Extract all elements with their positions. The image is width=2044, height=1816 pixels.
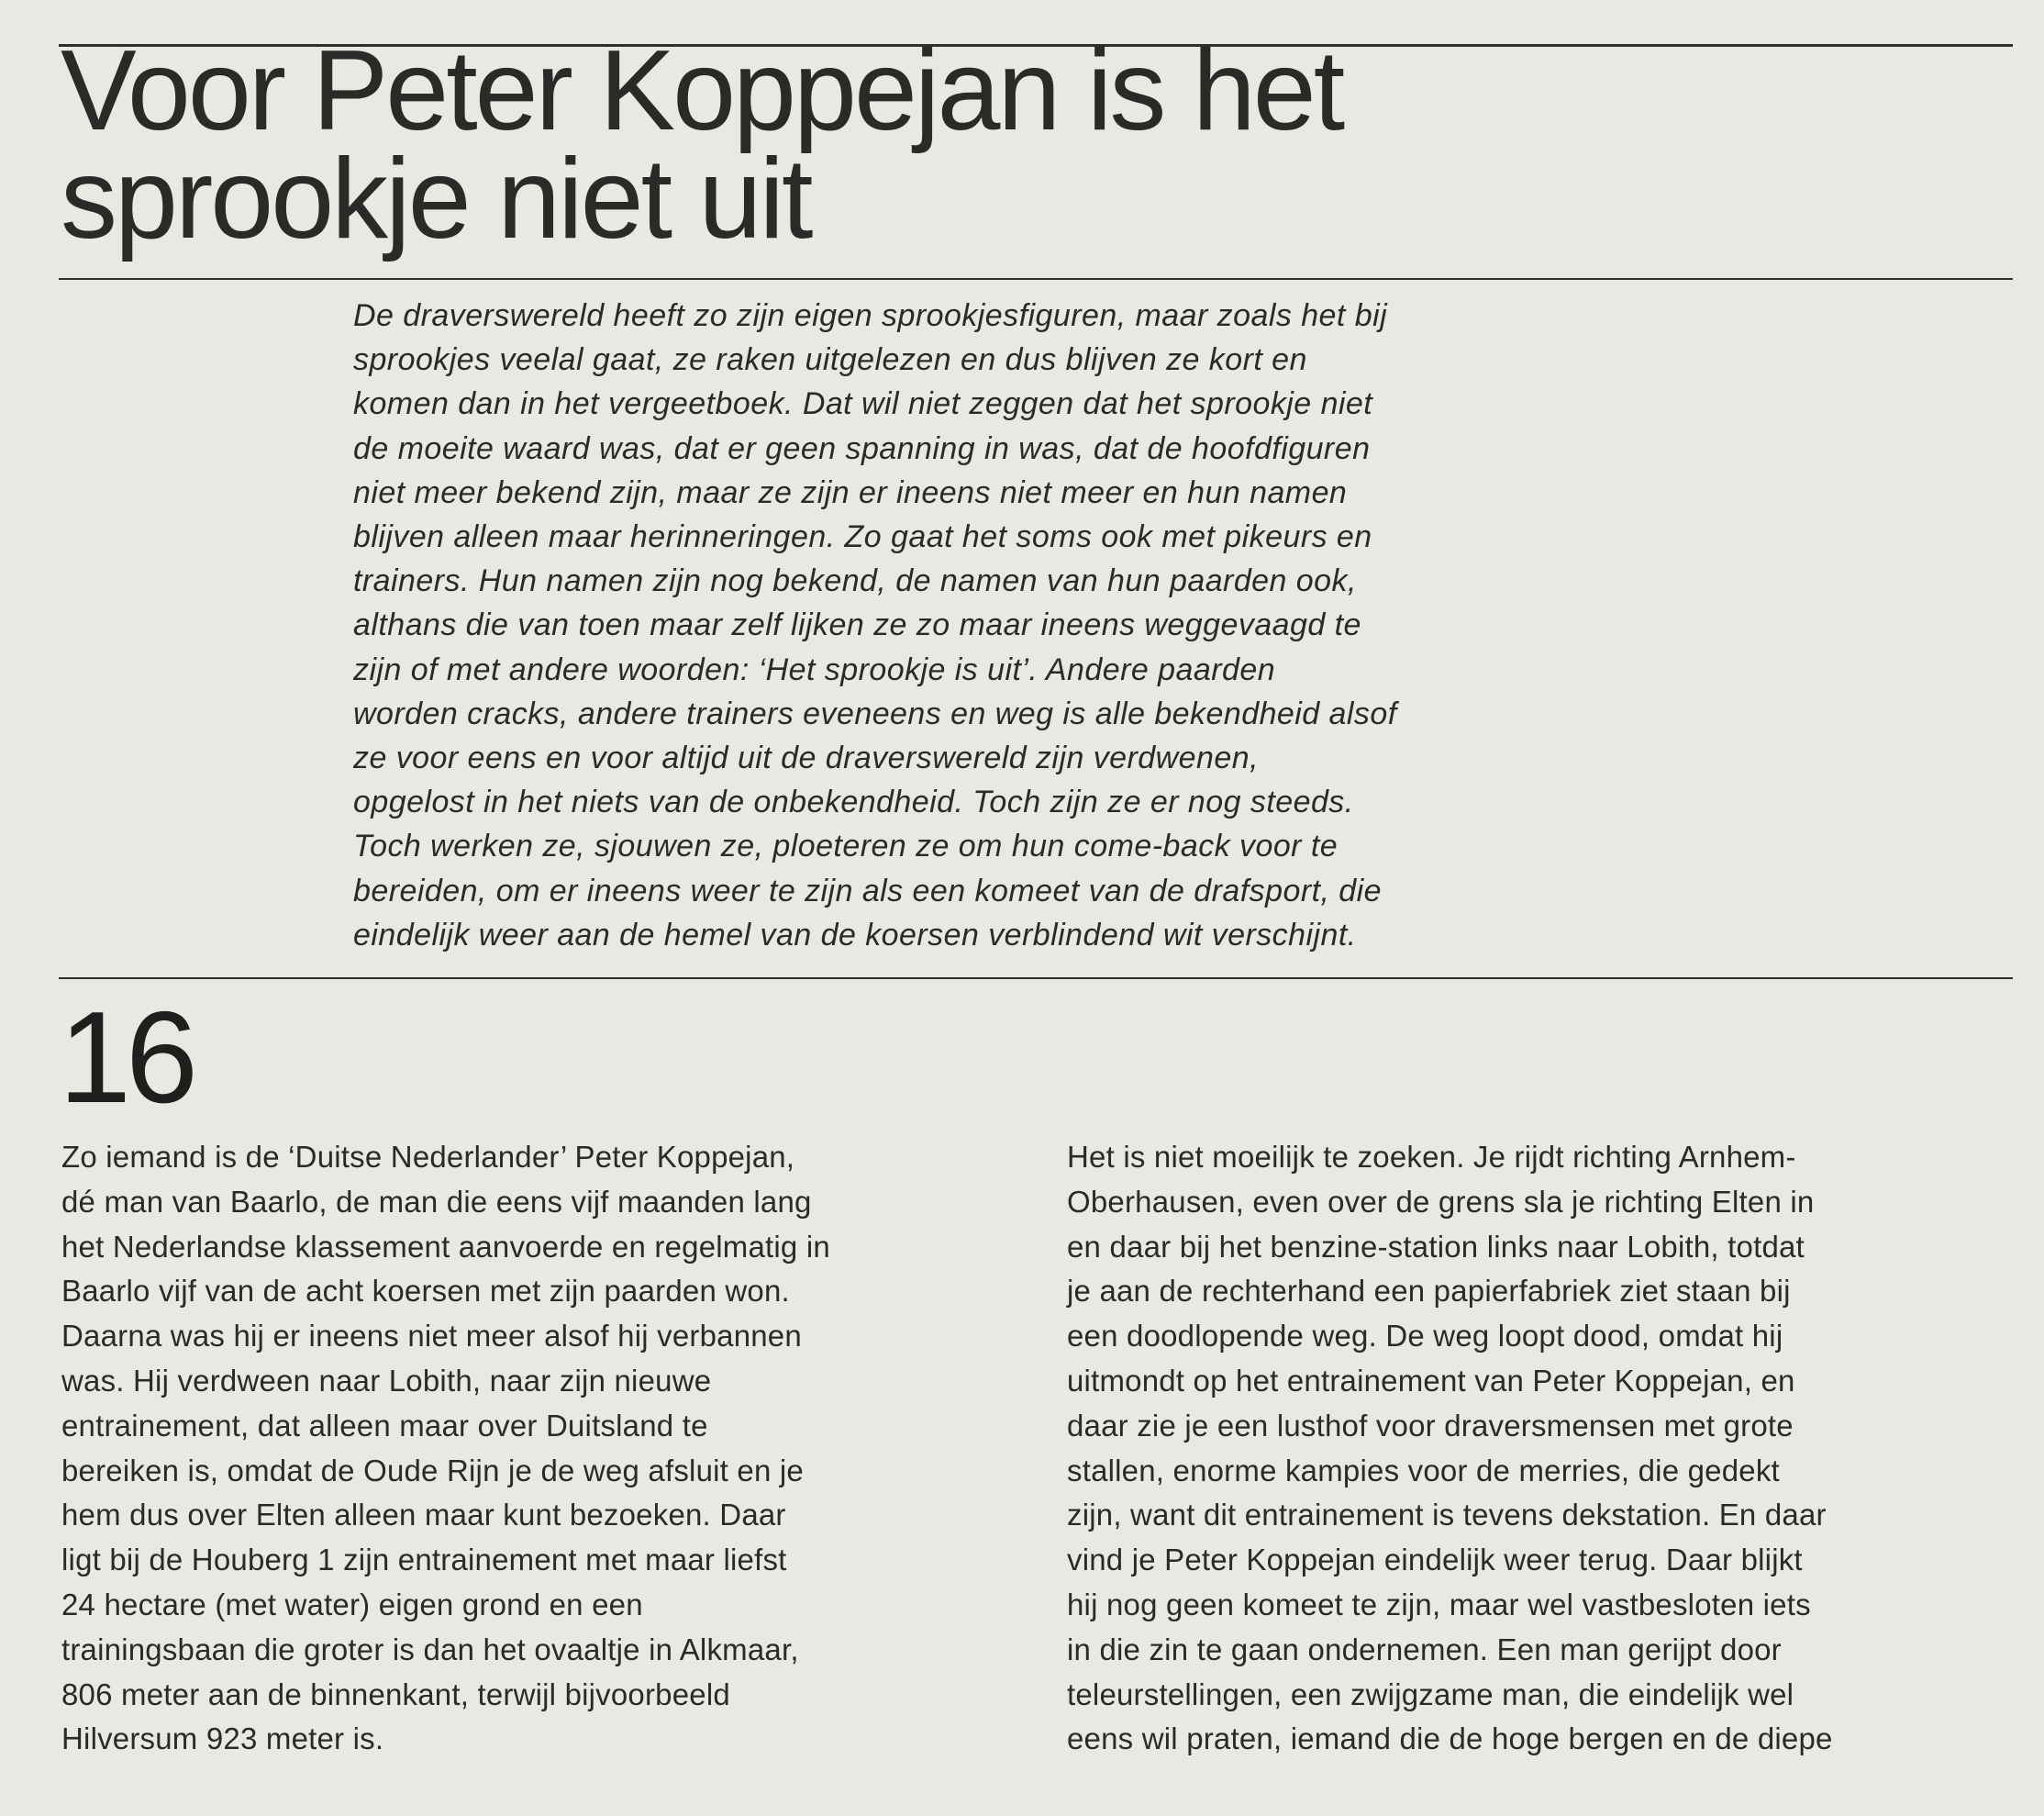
body-column-left <box>61 1135 1034 1762</box>
intro-line: bereiden, om er ineens weer te zijn als een komeet van de drafsport, die <box>353 873 1383 908</box>
body-line: ligt bij de Houberg 1 zijn entrainement met maar liefst <box>61 1543 787 1577</box>
section-rule <box>59 977 2013 979</box>
intro-line: niet meer bekend zijn, maar ze zijn er ineens niet meer en hun namen <box>353 474 1348 510</box>
body-line: je aan de rechterhand een papierfabriek ziet staan bij <box>1067 1274 1791 1309</box>
headline-rule <box>59 278 2013 280</box>
intro-line: trainers. Hun namen zijn nog bekend, de namen van hun paarden ook, <box>353 563 1357 599</box>
body-line: Zo iemand is de ‘Duitse Nederlander’ Peter Koppejan, <box>61 1140 795 1174</box>
intro-paragraph <box>353 294 1601 957</box>
body-line: het Nederlandse klassement aanvoerde en regelmatig in <box>61 1229 830 1264</box>
body-line: Het is niet moeilijk te zoeken. Je rijdt richting Arnhem- <box>1067 1140 1796 1174</box>
body-line: daar zie je een lusthof voor draversmensen met grote <box>1067 1408 1794 1443</box>
headline-line: sprookje niet uit <box>61 136 811 262</box>
intro-line: blijven alleen maar herinneringen. Zo gaat het soms ook met pikeurs en <box>353 519 1372 555</box>
body-line: trainingsbaan die groter is dan het ovaaltje in Alkmaar, <box>61 1632 799 1666</box>
body-line: entrainement, dat alleen maar over Duitsland te <box>61 1408 708 1443</box>
body-line: Daarna was hij er ineens niet meer alsof hij verbannen <box>61 1319 802 1354</box>
intro-line: De draverswereld heeft zo zijn eigen sprookjesfiguren, maar zoals het bij <box>353 298 1388 333</box>
body-line: een doodlopende weg. De weg loopt dood, omdat hij <box>1067 1319 1783 1354</box>
intro-line: komen dan in het vergeetboek. Dat wil niet zeggen dat het sprookje niet <box>353 386 1373 422</box>
body-line: teleurstellingen, een zwijgzame man, die eindelijk wel <box>1067 1677 1794 1711</box>
body-line: hij nog geen komeet te zijn, maar wel vastbesloten iets <box>1067 1587 1811 1621</box>
headline-line: Voor Peter Koppejan is het <box>61 28 1343 154</box>
intro-line: althans die van toen maar zelf lijken ze zo maar ineens weggevaagd te <box>353 607 1361 643</box>
body-line: hem dus over Elten alleen maar kunt bezoeken. Daar <box>61 1498 786 1532</box>
body-line: Hilversum 923 meter is. <box>61 1721 384 1756</box>
body-line: 24 hectare (met water) eigen grond en een <box>61 1587 643 1621</box>
body-line: was. Hij verdween naar Lobith, naar zijn nieuwe <box>61 1363 712 1398</box>
body-line: stallen, enorme kampies voor de merries, die gedekt <box>1067 1453 1780 1487</box>
article-headline <box>61 28 1804 262</box>
body-line: bereiken is, omdat de Oude Rijn je de weg afsluit en je <box>61 1453 804 1487</box>
body-line: uitmondt op het entrainement van Peter Koppejan, en <box>1067 1363 1795 1398</box>
body-line: eens wil praten, iemand die de hoge bergen en de diepe <box>1067 1721 1833 1756</box>
body-line: en daar bij het benzine-station links naar Lobith, totdat <box>1067 1229 1805 1264</box>
body-line: Baarlo vijf van de acht koersen met zijn paarden won. <box>61 1274 790 1309</box>
body-line: zijn, want dit entrainement is tevens dekstation. En daar <box>1067 1498 1827 1532</box>
intro-line: sprookjes veelal gaat, ze raken uitgelezen en dus blijven ze kort en <box>353 342 1307 378</box>
body-line: Oberhausen, even over de grens sla je richting Elten in <box>1067 1184 1815 1219</box>
body-line: dé man van Baarlo, de man die eens vijf maanden lang <box>61 1184 812 1219</box>
intro-line: ze voor eens en voor altijd uit de draverswereld zijn verdwenen, <box>353 741 1259 776</box>
chapter-number: 16 <box>59 985 193 1131</box>
intro-line: Toch werken ze, sjouwen ze, ploeteren ze om hun come-back voor te <box>353 829 1339 864</box>
body-line: vind je Peter Koppejan eindelijk weer terug. Daar blijkt <box>1067 1543 1803 1577</box>
intro-line: opgelost in het niets van de onbekendheid. Toch zijn ze er nog steeds. <box>353 785 1354 820</box>
intro-line: worden cracks, andere trainers eveneens en weg is alle bekendheid alsof <box>353 696 1397 731</box>
body-line: 806 meter aan de binnenkant, terwijl bijvoorbeeld <box>61 1677 730 1711</box>
body-line: in die zin te gaan ondernemen. Een man gerijpt door <box>1067 1632 1782 1666</box>
body-column-right <box>1067 1135 2012 1762</box>
intro-line: de moeite waard was, dat er geen spanning in was, dat de hoofdfiguren <box>353 430 1371 466</box>
intro-line: eindelijk weer aan de hemel van de koersen verblindend wit verschijnt. <box>353 917 1357 953</box>
intro-line: zijn of met andere woorden: ‘Het sprookje is uit’. Andere paarden <box>353 652 1276 687</box>
